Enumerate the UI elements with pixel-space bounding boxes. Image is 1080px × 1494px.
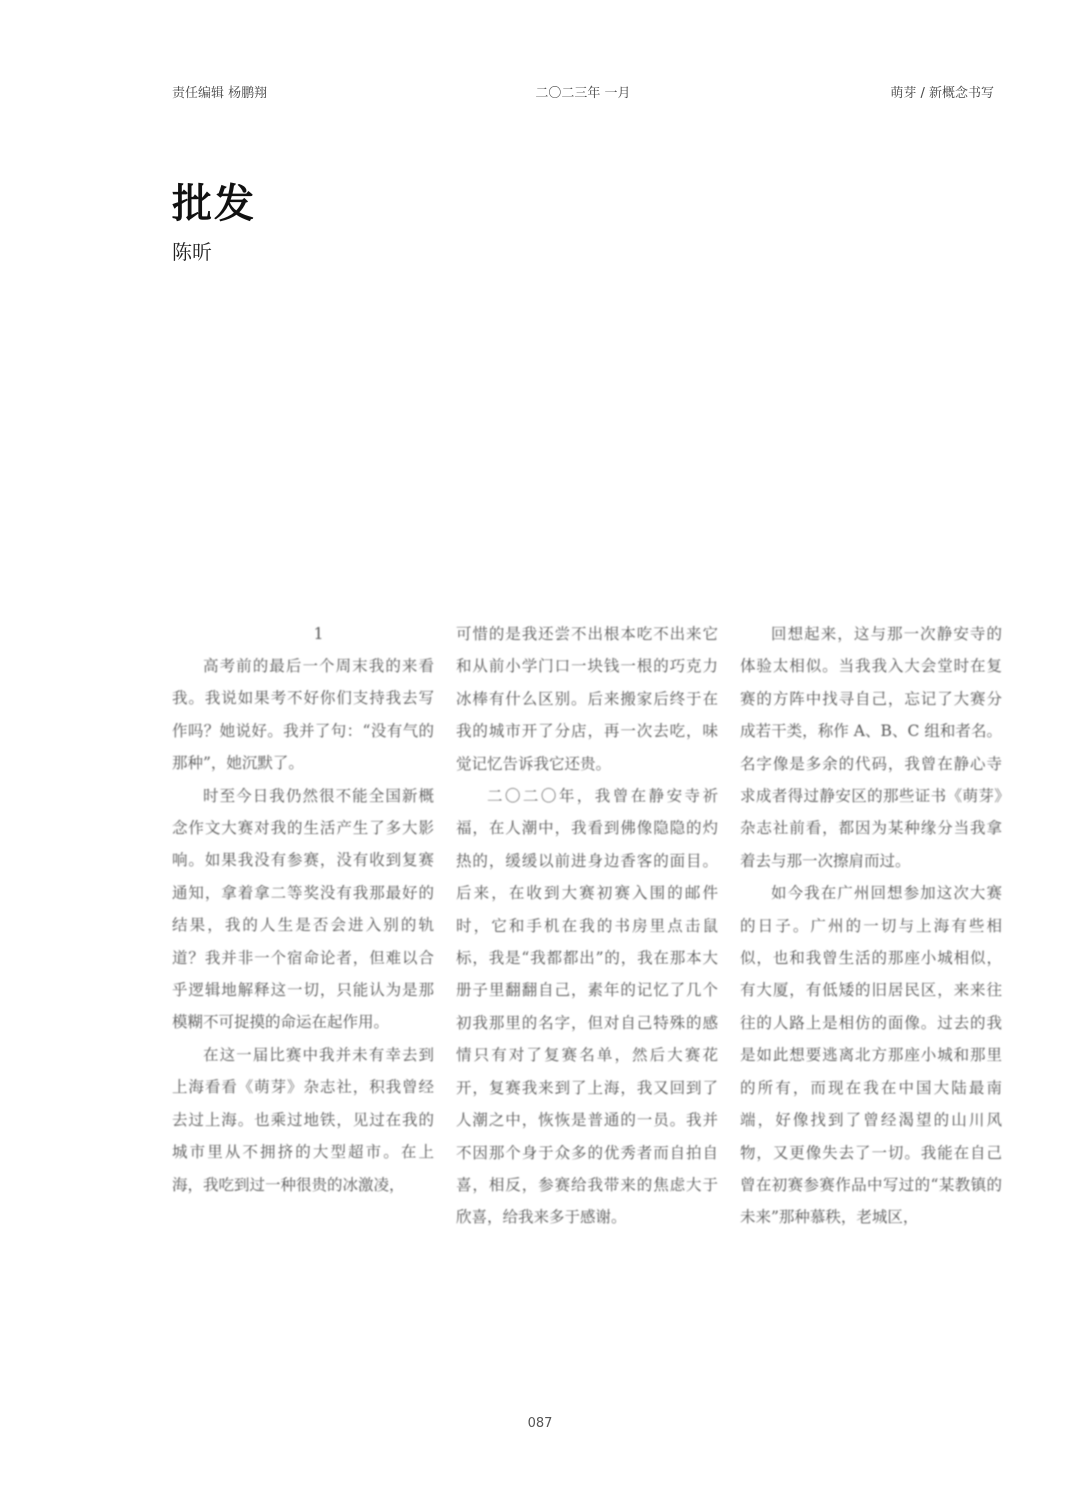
magazine-section: 萌芽 / 新概念书写 (890, 86, 994, 101)
page-number: 087 (527, 1416, 553, 1431)
editor-credit: 责任编辑 杨鹏翔 (172, 86, 268, 101)
paragraph: 回想起来，这与那一次静安寺的体验太相似。当我我入大会堂时在复赛的方阵中找寻自己，忘记了大赛分成若干类，称作 A、B、C 组和者名。名字像是多余的代码，我曾在静心寺求成者得过静安区的那些证书《萌芽》杂志社前看，都因为某种缘分当我拿着去与那一次擦肩而过。 (740, 625, 1002, 870)
page-header (172, 82, 994, 102)
article-author: 陈昕 (172, 240, 212, 264)
text-column-2 (456, 618, 718, 1234)
article-title: 批发 (172, 180, 256, 227)
issue-date: 二〇二三年 一月 (535, 86, 631, 101)
paragraph: 时至今日我仍然很不能全国新概念作文大赛对我的生活产生了多大影响。如果我没有参赛，没有收到复赛通知，拿着拿二等奖没有我那最好的结果，我的人生是否会进入别的轨道？我并非一个宿命论者，但难以合乎逻辑地解释这一切，只能认为是那模糊不可捉摸的命运在起作用。 (172, 786, 434, 1032)
paragraph: 高考前的最后一个周末我的来看我。我说如果考不好你们支持我去写作吗？她说好。我并了句：“没有气的那种”，她沉默了。 (172, 657, 434, 773)
paragraph: 可惜的是我还尝不出根本吃不出来它和从前小学门口一块钱一根的巧克力冰棒有什么区别。后来搬家后终于在我的城市开了分店，再一次去吃，味觉记忆告诉我它还贵。 (456, 625, 718, 773)
paragraph: 如今我在广州回想参加这次大赛的日子。广州的一切与上海有些相似，也和我曾生活的那座小城相似，有大厦，有低矮的旧居民区，来来往往的人路上是相仿的面像。过去的我是如此想要逃离北方那座小城和那里的所有，而现在我在中国大陆最南端，好像找到了曾经渴望的山川风物，又更像失去了一切。我能在自己曾在初赛参赛作品中写过的“某教镇的未来”那种慕秩，老城区， (740, 884, 1002, 1227)
section-number: 1 (313, 625, 324, 643)
paragraph: 在这一届比赛中我并未有幸去到上海看看《萌芽》杂志社，积我曾经去过上海。也乘过地铁，见过在我的城市里从不拥挤的大型超市。在上海，我吃到过一种很贵的冰激凌， (172, 1045, 434, 1194)
text-column-3 (740, 618, 1002, 1234)
text-column-1 (172, 618, 434, 1201)
paragraph: 二〇二〇年，我曾在静安寺祈福，在人潮中，我看到佛像隐隐的灼热的，缓缓以前进身边香客的面目。后来，在收到大赛初赛入围的邮件时，它和手机在我的书房里点击鼠标，我是“我都都出”的，我在那本大册子里翻翻自己，素年的记忆了几个初我那里的名字，但对自己特殊的感情只有对了复赛名单，然后大赛花开，复赛我来到了上海，我又回到了人潮之中，恢恢是普通的一员。我并不因那个身于众多的优秀者而自拍自喜，相反，参赛给我带来的焦虑大于欣喜，给我来多于感谢。 (456, 787, 718, 1227)
